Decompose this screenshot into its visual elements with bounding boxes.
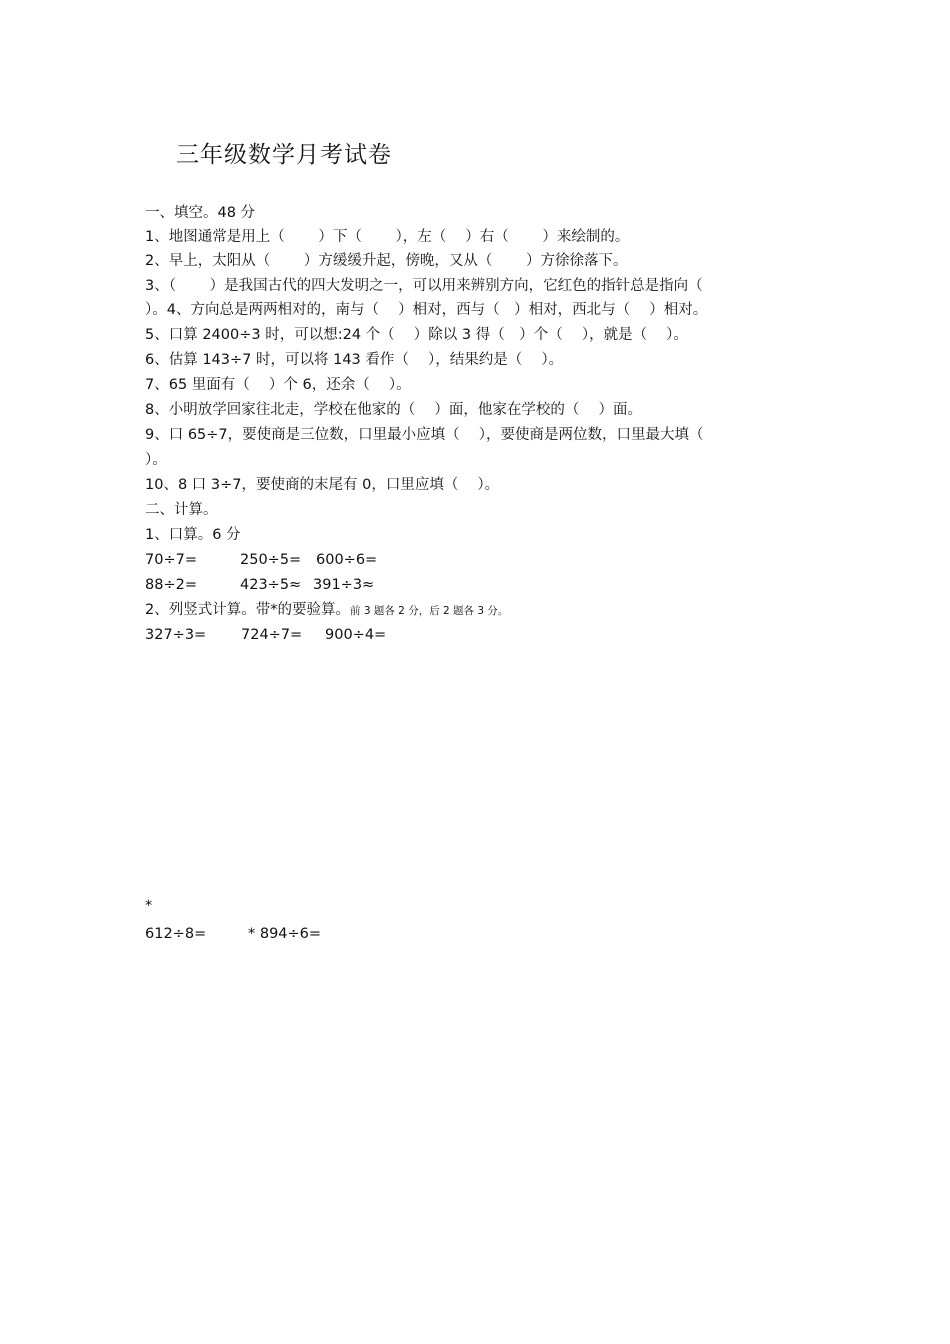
section1-heading: 一、填空。48 分 bbox=[145, 205, 256, 221]
vertical-calc-item: * 894÷6= bbox=[248, 926, 322, 942]
page-title: 三年级数学月考试卷 bbox=[176, 142, 392, 168]
question-2: 2、早上，太阳从（ ）方缓缓升起，傍晚，又从（ ）方徐徐落下。 bbox=[145, 253, 628, 269]
oral-calc-item: 250÷5= bbox=[240, 552, 302, 568]
question-9: 9、口 65÷7，要使商是三位数，口里最小应填（ ），要使商是两位数，口里最大填（ bbox=[145, 427, 704, 443]
oral-calc-item: 391÷3≈ bbox=[313, 577, 375, 593]
question-5: 5、口算 2400÷3 时，可以想:24 个（ ）除以 3 得（ ）个（ ），就是（ ）。 bbox=[145, 327, 688, 343]
question-7: 7、65 里面有（ ）个 6，还余（ ）。 bbox=[145, 377, 411, 393]
question-1: 1、地图通常是用上（ ）下（ ），左（ ）右（ ）来绘制的。 bbox=[145, 229, 630, 245]
oral-calc-item: 70÷7= bbox=[145, 552, 197, 568]
vertical-calc-item: 612÷8= bbox=[145, 926, 207, 942]
question-10: 10、8 口 3÷7，要使商的末尾有 0，口里应填（ ）。 bbox=[145, 477, 500, 493]
question-9-continued: ）。 bbox=[145, 452, 167, 468]
oral-calc-item: 600÷6= bbox=[316, 552, 378, 568]
question-8: 8、小明放学回家往北走，学校在他家的（ ）面，他家在学校的（ ）面。 bbox=[145, 402, 642, 418]
question-3: 3、（ ）是我国古代的四大发明之一，可以用来辨别方向，它红色的指针总是指向（ bbox=[145, 278, 703, 294]
vertical-calc-heading-text: 2、列竖式计算。带*的要验算。 bbox=[145, 602, 350, 618]
oral-calc-item: 423÷5≈ bbox=[240, 577, 302, 593]
oral-calc-item: 88÷2= bbox=[145, 577, 197, 593]
vertical-calc-item: 724÷7= bbox=[241, 627, 303, 643]
section2-heading: 二、计算。 bbox=[145, 502, 218, 518]
star-marker: * bbox=[145, 898, 153, 914]
question-6: 6、估算 143÷7 时，可以将 143 看作（ ），结果约是（ ）。 bbox=[145, 352, 564, 368]
vertical-calc-item: 900÷4= bbox=[325, 627, 387, 643]
vertical-calc-heading bbox=[145, 600, 508, 621]
question-3-4-continued: ）。4、方向总是两两相对的，南与（ ）相对，西与（ ）相对，西北与（ ）相对。 bbox=[145, 302, 708, 318]
vertical-calc-item: 327÷3= bbox=[145, 627, 207, 643]
vertical-calc-note: 前 3 题各 2 分，后 2 题各 3 分。 bbox=[349, 605, 509, 617]
oral-calc-heading: 1、口算。6 分 bbox=[145, 527, 241, 543]
